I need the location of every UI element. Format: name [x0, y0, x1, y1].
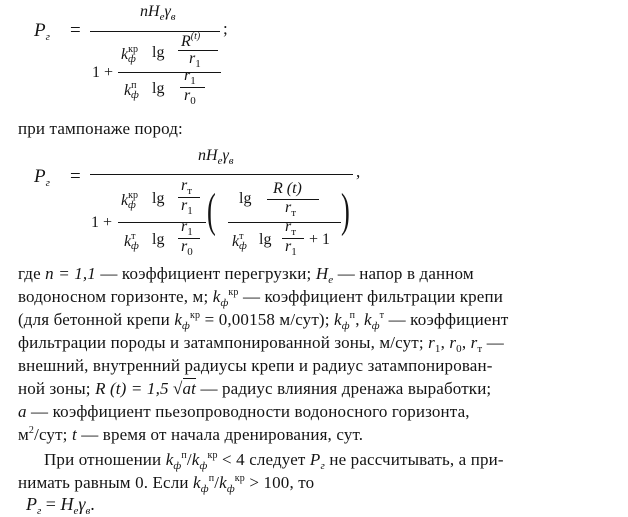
formula-2-k-t-2-sub: ф — [239, 240, 247, 252]
formula-1-semicolon: ; — [223, 19, 228, 38]
paragraph-2-line-2: нимать равным 0. Если $k_ф^п/k_ф^{кр} > 100$, то — [18, 473, 315, 495]
formula-2-lg-1: lg — [152, 190, 165, 207]
formula-2-r0: $r_0$ — [181, 238, 193, 258]
formula-1-inner-bar — [118, 72, 221, 73]
formula-2-eq: = — [70, 166, 81, 187]
paragraph-1-line-4: фильтрации породы и затампонированной зоны, м/сут; $r_1$, $r_0$, $r_т$ — — [18, 333, 504, 355]
formula-1-lg-bottom: lg — [152, 80, 165, 97]
formula-1-r1-top: $r_1$ — [189, 50, 201, 70]
formula-2-one-plus: 1 + — [91, 214, 113, 231]
formula-2-r1-3: $r_1$ — [285, 238, 297, 258]
formula-1-eq: = — [70, 20, 81, 41]
formula-2-Rt: R (t) — [273, 180, 302, 197]
formula-2-rt-3: $r_т$ — [285, 218, 297, 238]
formula-2-lg-3: lg — [239, 190, 252, 207]
formula-2-k-t: $k^т$ — [124, 231, 136, 250]
formula-2-rt-2: $r_т$ — [285, 199, 297, 219]
formula-2-left-bar — [118, 222, 206, 223]
formula-1-lg-top: lg — [152, 44, 165, 61]
formula-2-r1-2: $r_1$ — [181, 218, 193, 238]
formula-1-k-n-sub: ф — [131, 89, 139, 101]
formula-2-k-kr-sub: ф — [128, 199, 136, 211]
formula-2-numerator: $nH_e\gamma_в$ — [198, 147, 234, 167]
formula-1-k-n: $k^п$ — [124, 80, 137, 99]
formula-2-lg-4: lg — [259, 231, 272, 248]
formula-2-k-t-2: $k^т$ — [232, 231, 244, 250]
formula-1-main-bar — [90, 31, 220, 32]
paragraph-1-line-7: a — коэффициент пьезопроводности водоносного горизонта, — [18, 402, 470, 421]
formula-2-lg-2: lg — [152, 231, 165, 248]
formula-2-right-paren: ) — [341, 184, 350, 237]
paragraph-1-line-2: водоносном горизонте, м; $k_ф^{кр}$ — коэффициент фильтрации крепи — [18, 287, 504, 309]
paragraph-1-line-5: внешний, внутренний радиусы крепи и радиус затампонирован- — [18, 356, 493, 375]
paragraph-2-line-1: При отношении $k_ф^п/k_ф^{кр} < 4$ следует $P_г$ не рассчитывать, а при- — [44, 450, 504, 472]
paragraph-1-line-1: где n = 1,1 — коэффициент перегрузки; $H_e$ — напор в данном — [18, 264, 474, 286]
paragraph-1-line-3: (для бетонной крепи $k_ф^{кр} = 0,00158$ м/сут); $k_ф^п$, $k_ф^т$ — коэффициент — [18, 310, 509, 332]
formula-1-numerator: $nH_e\gamma_в$ — [140, 3, 176, 23]
formula-1-r0: $r_0$ — [184, 87, 196, 107]
formula-2-lhs: $P_г$ — [34, 166, 50, 189]
formula-2-left-paren: ( — [207, 184, 216, 237]
formula-2-main-bar — [90, 174, 353, 175]
formula-2-plus-one: + 1 — [309, 231, 331, 248]
formula-1-R: $R^{(t)}$ — [181, 31, 201, 50]
formula-1-one-plus: 1 + — [92, 64, 114, 81]
formula-1-k-kr: $k^{кр}$ — [121, 44, 138, 63]
formula-3: $P_г = H_e\gamma_в$. — [26, 494, 95, 517]
paragraph-1-line-6: ной зоны; R (t) = 1,5 √at — радиус влияния дренажа выработки; — [18, 379, 492, 398]
paragraph-1-line-8: $м^2$/сут; t — время от начала дренирования, сут. — [18, 425, 364, 444]
formula-2-comma: , — [356, 162, 361, 181]
formula-2-k-t-sub: ф — [131, 240, 139, 252]
formula-2-r1-1: $r_1$ — [181, 197, 193, 217]
formula-1-k-kr-sub: ф — [128, 53, 136, 65]
formula-2-rt-1: $r_т$ — [181, 177, 193, 197]
formula-1-lhs: $P_г$ — [34, 20, 50, 43]
formula-2-k-kr: $k^{кр}$ — [121, 190, 138, 209]
formula-1-r1-bottom: $r_1$ — [184, 67, 196, 87]
mid-text: при тампонаже пород: — [18, 119, 183, 138]
